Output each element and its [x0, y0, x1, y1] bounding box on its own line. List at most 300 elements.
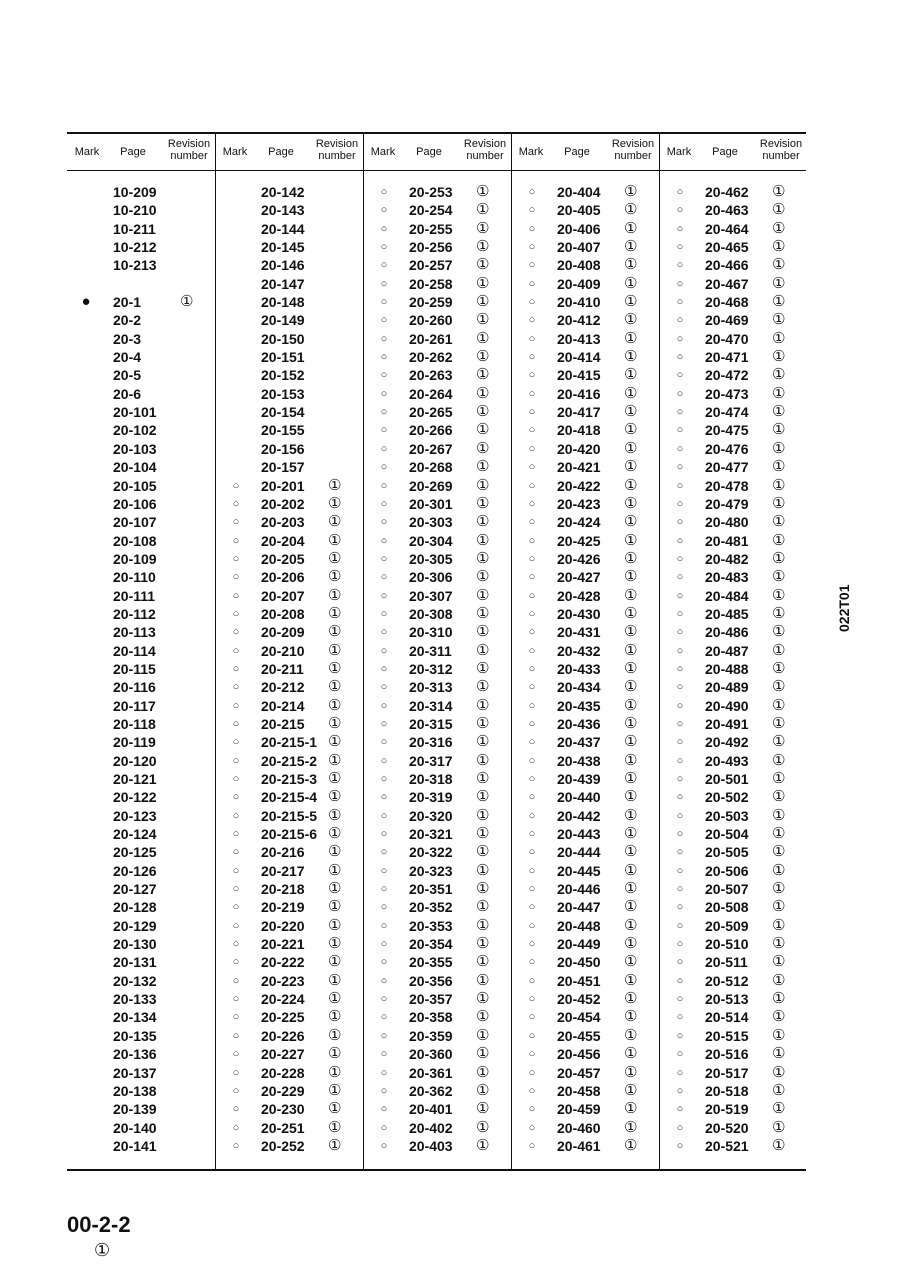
page-cell: 20-361: [409, 1064, 453, 1081]
open-circle-mark-icon: ○: [528, 204, 536, 217]
table-row: [363, 220, 511, 238]
open-circle-mark-icon: ○: [676, 534, 684, 547]
table-row: [215, 917, 363, 935]
table-row: [659, 421, 807, 439]
header-page: Page: [564, 146, 590, 158]
revision-cell: ①: [772, 348, 786, 366]
page-cell: 20-447: [557, 899, 601, 916]
table-row: [363, 1008, 511, 1026]
page-cell: 20-471: [705, 349, 749, 366]
header-mark: Mark: [370, 146, 396, 158]
revision-cell: ①: [624, 714, 638, 732]
page-cell: 20-311: [409, 642, 452, 659]
open-circle-mark-icon: ○: [528, 1011, 536, 1024]
page-cell: 20-141: [113, 1137, 157, 1154]
table-row: [215, 440, 363, 458]
page-cell: 20-217: [261, 862, 305, 879]
revision-cell: ①: [328, 1063, 342, 1081]
open-circle-mark-icon: ○: [380, 736, 388, 749]
revision-cell: ①: [328, 1026, 342, 1044]
open-circle-mark-icon: ○: [380, 699, 388, 712]
open-circle-mark-icon: ○: [528, 351, 536, 364]
page-cell: 20-230: [261, 1101, 305, 1118]
open-circle-mark-icon: ○: [676, 241, 684, 254]
table-row: [511, 1045, 659, 1063]
page-cell: 20-106: [113, 495, 157, 512]
table-row: [363, 1027, 511, 1045]
page-cell: 20-418: [557, 422, 601, 439]
page-cell: 20-117: [113, 697, 156, 714]
table-row: [67, 990, 215, 1008]
revision-cell: ①: [772, 384, 786, 402]
table-row: [511, 752, 659, 770]
revision-cell: ①: [624, 1008, 638, 1026]
revision-cell: ①: [772, 641, 786, 659]
page-cell: 20-306: [409, 569, 453, 586]
table-row: [659, 1027, 807, 1045]
open-circle-mark-icon: ○: [528, 791, 536, 804]
revision-cell: ①: [476, 990, 490, 1008]
revision-cell: ①: [476, 1136, 490, 1154]
revision-cell: ①: [624, 916, 638, 934]
table-row: [67, 715, 215, 733]
page-cell: 20-427: [557, 569, 601, 586]
table-row: [67, 1119, 215, 1137]
open-circle-mark-icon: ○: [380, 644, 388, 657]
table-row: [215, 788, 363, 806]
revision-cell: ①: [328, 513, 342, 531]
page-cell: 20-491: [705, 715, 749, 732]
open-circle-mark-icon: ○: [676, 186, 684, 198]
page-cell: 20-305: [409, 550, 453, 567]
page-cell: 20-421: [557, 459, 601, 476]
open-circle-mark-icon: ○: [676, 277, 684, 290]
table-row: [511, 605, 659, 623]
table-row: [67, 862, 215, 880]
table-row: [659, 1064, 807, 1082]
table-row: [659, 825, 807, 843]
revision-cell: ①: [772, 311, 786, 329]
revision-cell: ①: [624, 1045, 638, 1063]
table-row: [659, 238, 807, 256]
table-row: [215, 385, 363, 403]
header-revision-line2: number: [762, 150, 800, 162]
page-cell: 20-316: [409, 734, 453, 751]
revision-cell: ①: [624, 549, 638, 567]
table-row: [511, 550, 659, 568]
open-circle-mark-icon: ○: [528, 919, 536, 932]
table-row: [659, 256, 807, 274]
table-row: [215, 752, 363, 770]
page-cell: 20-462: [705, 184, 749, 200]
revision-cell: ①: [476, 201, 490, 219]
revision-cell: ①: [624, 274, 638, 292]
open-circle-mark-icon: ○: [676, 662, 684, 675]
page-cell: 20-304: [409, 532, 453, 549]
revision-cell: ①: [624, 843, 638, 861]
header-mark: Mark: [222, 146, 248, 158]
revision-cell: ①: [328, 1081, 342, 1099]
header-revision-line1: Revision: [167, 138, 211, 150]
revision-cell: ①: [772, 1100, 786, 1118]
page-cell: 20-258: [409, 275, 453, 292]
table-row: [363, 293, 511, 311]
page-cell: 20-103: [113, 440, 157, 457]
revision-cell: ①: [180, 293, 194, 311]
open-circle-mark-icon: ○: [232, 699, 240, 712]
page-cell: 20-215-3: [261, 771, 318, 787]
revision-cell: ①: [476, 788, 490, 806]
table-row: [215, 898, 363, 916]
page-cell: 20-264: [409, 385, 453, 402]
page-cell: 20-224: [261, 991, 305, 1008]
page-cell: 20-116: [113, 679, 156, 696]
page-cell: 20-472: [705, 367, 749, 384]
table-row: [511, 990, 659, 1008]
open-circle-mark-icon: ○: [380, 1139, 388, 1152]
open-circle-mark-icon: ○: [528, 241, 536, 254]
open-circle-mark-icon: ○: [528, 828, 536, 841]
table-row: [363, 642, 511, 660]
revision-cell: ①: [476, 476, 490, 494]
page-cell: 20-215-1: [261, 734, 318, 751]
revision-cell: ①: [624, 825, 638, 843]
page-cell: 20-262: [409, 349, 453, 366]
page-cell: 20-142: [261, 184, 305, 200]
table-row: [67, 421, 215, 439]
page-cell: 20-487: [705, 642, 749, 659]
revision-cell: ①: [624, 183, 638, 200]
table-row: [67, 642, 215, 660]
header-revision-line2: number: [466, 150, 504, 162]
page-cell: 20-474: [705, 404, 749, 421]
page-cell: 20-145: [261, 239, 305, 256]
page-cell: 20-203: [261, 514, 305, 531]
table-row: [511, 348, 659, 366]
open-circle-mark-icon: ○: [676, 791, 684, 804]
revision-cell: ①: [772, 1045, 786, 1063]
page-cell: 20-149: [261, 312, 305, 329]
table-row: [363, 311, 511, 329]
open-circle-mark-icon: ○: [676, 497, 684, 510]
page-cell: 20-514: [705, 1009, 749, 1026]
table-row: [659, 403, 807, 421]
page-cell: 20-512: [705, 972, 749, 989]
page-cell: 20-521: [705, 1137, 749, 1154]
page-cell: 20-483: [705, 569, 749, 586]
open-circle-mark-icon: ○: [528, 497, 536, 510]
page-cell: 20-107: [113, 514, 157, 531]
revision-cell: ①: [772, 861, 786, 879]
table-row: [215, 953, 363, 971]
page-cell: 20-108: [113, 532, 157, 549]
revision-cell: ①: [476, 880, 490, 898]
revision-cell: ①: [624, 604, 638, 622]
open-circle-mark-icon: ○: [232, 681, 240, 694]
page-cell: 20-101: [113, 404, 157, 421]
page-cell: 20-415: [557, 367, 601, 384]
page-cell: 20-102: [113, 422, 157, 439]
revision-cell: ①: [624, 329, 638, 347]
revision-cell: ①: [772, 770, 786, 787]
page-cell: 20-323: [409, 862, 453, 879]
table-row: [363, 275, 511, 293]
table-row: [511, 403, 659, 421]
open-circle-mark-icon: ○: [232, 717, 240, 730]
table-row: [363, 495, 511, 513]
open-circle-mark-icon: ○: [380, 938, 388, 951]
page-cell: 20-207: [261, 587, 305, 604]
open-circle-mark-icon: ○: [528, 717, 536, 730]
page-cell: 20-267: [409, 440, 453, 457]
open-circle-mark-icon: ○: [232, 828, 240, 841]
revision-cell: ①: [772, 531, 786, 549]
revision-cell: ①: [476, 806, 490, 824]
table-row: [67, 623, 215, 641]
revision-cell: ①: [772, 366, 786, 384]
page-cell: 20-465: [705, 239, 749, 256]
page-cell: 20-215-6: [261, 826, 318, 843]
page-cell: 20-156: [261, 440, 305, 457]
page-number: 00-2-2: [67, 1212, 131, 1237]
revision-cell: ①: [624, 861, 638, 879]
page-cell: 20-436: [557, 715, 601, 732]
revision-cell: ①: [476, 733, 490, 751]
table-row: [363, 458, 511, 476]
table-row: [659, 1082, 807, 1100]
open-circle-mark-icon: ○: [676, 717, 684, 730]
table-row: [511, 495, 659, 513]
revision-cell: ①: [476, 604, 490, 622]
table-row: [511, 935, 659, 953]
table-row: [67, 348, 215, 366]
revision-cell: ①: [624, 531, 638, 549]
table-row: [511, 568, 659, 586]
table-row: [67, 532, 215, 550]
open-circle-mark-icon: ○: [676, 699, 684, 712]
page-cell: 20-439: [557, 771, 601, 787]
page-cell: 20-449: [557, 936, 601, 953]
open-circle-mark-icon: ○: [232, 791, 240, 804]
page-cell: 20-122: [113, 789, 157, 806]
open-circle-mark-icon: ○: [232, 809, 240, 822]
table-row: [511, 183, 659, 201]
page-cell: 20-360: [409, 1046, 453, 1063]
revision-cell: ①: [624, 990, 638, 1008]
table-row: [215, 201, 363, 219]
table-row: [215, 330, 363, 348]
page-cell: 20-354: [409, 936, 453, 953]
revision-cell: ①: [328, 880, 342, 898]
open-circle-mark-icon: ○: [232, 1011, 240, 1024]
page-cell: 20-119: [113, 734, 156, 751]
revision-cell: ①: [328, 714, 342, 732]
table-row: [67, 403, 215, 421]
page-cell: 20-5: [113, 367, 142, 384]
page-cell: 20-3: [113, 330, 142, 347]
table-row: [67, 477, 215, 495]
open-circle-mark-icon: ○: [528, 552, 536, 565]
page-cell: 20-155: [261, 422, 305, 439]
open-circle-mark-icon: ○: [676, 1121, 684, 1134]
open-circle-mark-icon: ○: [676, 204, 684, 217]
revision-cell: ①: [476, 384, 490, 402]
table-row: [215, 733, 363, 751]
revision-cell: ①: [624, 1063, 638, 1081]
revision-cell: ①: [772, 990, 786, 1008]
table-row: [511, 697, 659, 715]
table-row: [511, 1100, 659, 1118]
page-cell: 20-201: [261, 477, 305, 494]
open-circle-mark-icon: ○: [380, 626, 388, 639]
table-row: [659, 917, 807, 935]
open-circle-mark-icon: ○: [232, 956, 240, 969]
page-cell: 20-135: [113, 1027, 157, 1044]
open-circle-mark-icon: ○: [380, 479, 388, 492]
page-cell: 20-488: [705, 660, 749, 677]
revision-cell: ①: [624, 696, 638, 714]
page-cell: 20-269: [409, 477, 453, 494]
column-rows: [511, 183, 659, 1155]
revision-cell: ①: [476, 311, 490, 329]
revision-cell: ①: [624, 1081, 638, 1099]
table-row: [363, 1082, 511, 1100]
page-cell: 20-150: [261, 330, 305, 347]
open-circle-mark-icon: ○: [528, 1139, 536, 1152]
revision-cell: ①: [328, 953, 342, 971]
table-row: [511, 1082, 659, 1100]
table-row: [215, 550, 363, 568]
open-circle-mark-icon: ○: [528, 589, 536, 602]
revision-cell: ①: [772, 935, 786, 953]
open-circle-mark-icon: ○: [232, 644, 240, 657]
table-row: [511, 1064, 659, 1082]
table-row: [511, 366, 659, 384]
page-cell: 20-351: [409, 881, 453, 898]
page-cell: 20-1: [113, 294, 142, 311]
revision-cell: ①: [624, 788, 638, 806]
revision-cell: ①: [624, 311, 638, 329]
page-cell: 20-417: [557, 404, 601, 421]
table-row: [215, 256, 363, 274]
open-circle-mark-icon: ○: [528, 571, 536, 584]
table-row: [511, 898, 659, 916]
table-row: [215, 1008, 363, 1026]
page-cell: 20-124: [113, 826, 157, 843]
revision-cell: ①: [772, 678, 786, 696]
page-cell: 20-406: [557, 220, 601, 237]
open-circle-mark-icon: ○: [676, 956, 684, 969]
table-row: [215, 1100, 363, 1118]
revision-cell: ①: [624, 201, 638, 219]
table-column: [215, 134, 363, 1169]
table-row: [215, 495, 363, 513]
page-cell: 20-268: [409, 459, 453, 476]
page-cell: 20-220: [261, 917, 305, 934]
table-row: [215, 880, 363, 898]
revision-cell: ①: [328, 1136, 342, 1154]
page-cell: 20-206: [261, 569, 305, 586]
page-cell: 20-422: [557, 477, 601, 494]
open-circle-mark-icon: ○: [232, 938, 240, 951]
table-row: [511, 678, 659, 696]
revision-cell: ①: [772, 825, 786, 843]
table-row: [215, 183, 363, 201]
page-cell: 20-134: [113, 1009, 157, 1026]
table-row: [67, 953, 215, 971]
page-cell: 20-362: [409, 1082, 453, 1099]
revision-cell: ①: [772, 659, 786, 677]
table-row: [511, 953, 659, 971]
revision-cell: ①: [772, 219, 786, 237]
open-circle-mark-icon: ○: [528, 406, 536, 419]
table-row: [511, 238, 659, 256]
open-circle-mark-icon: ○: [676, 516, 684, 529]
revision-cell: ①: [476, 513, 490, 531]
page-cell: 20-114: [113, 642, 156, 659]
page-cell: 20-105: [113, 477, 157, 494]
table-row: [363, 862, 511, 880]
table-row: [215, 568, 363, 586]
revision-cell: ①: [476, 971, 490, 989]
table-row: [511, 330, 659, 348]
open-circle-mark-icon: ○: [232, 846, 240, 859]
revision-cell: ①: [476, 898, 490, 916]
page-cell: 20-477: [705, 459, 749, 476]
revision-cell: ①: [772, 604, 786, 622]
open-circle-mark-icon: ○: [676, 1103, 684, 1116]
table-row: [67, 825, 215, 843]
page-cell: 20-261: [409, 330, 453, 347]
open-circle-mark-icon: ○: [232, 1066, 240, 1079]
open-circle-mark-icon: ○: [528, 681, 536, 694]
table-row: [67, 183, 215, 201]
table-row: [511, 587, 659, 605]
table-row: [67, 1100, 215, 1118]
table-row: [511, 256, 659, 274]
revision-cell: ①: [772, 916, 786, 934]
page-cell: 20-401: [409, 1101, 453, 1118]
page-cell: 20-319: [409, 789, 453, 806]
table-row: [659, 440, 807, 458]
open-circle-mark-icon: ○: [676, 938, 684, 951]
table-row: [67, 917, 215, 935]
column-rows: [363, 183, 511, 1155]
page-cell: 20-403: [409, 1137, 453, 1154]
page-cell: 20-140: [113, 1119, 157, 1136]
revision-cell: ①: [328, 623, 342, 641]
side-code: 022T01: [836, 584, 852, 632]
table-row: [215, 366, 363, 384]
table-row: [67, 311, 215, 329]
table-row: [659, 752, 807, 770]
page-cell: 10-213: [113, 257, 157, 274]
revision-cell: ①: [476, 1081, 490, 1099]
page-cell: 20-157: [261, 459, 305, 476]
table-row: [67, 256, 215, 274]
table-row: [67, 770, 215, 788]
revision-cell: ①: [328, 788, 342, 806]
open-circle-mark-icon: ○: [528, 442, 536, 455]
table-row: [659, 935, 807, 953]
open-circle-mark-icon: ○: [528, 332, 536, 345]
revision-cell: ①: [328, 1008, 342, 1026]
header-mark: Mark: [74, 146, 100, 158]
open-circle-mark-icon: ○: [528, 699, 536, 712]
revision-cell: ①: [624, 880, 638, 898]
page-cell: 20-410: [557, 294, 601, 311]
page-cell: 20-111: [113, 587, 156, 604]
